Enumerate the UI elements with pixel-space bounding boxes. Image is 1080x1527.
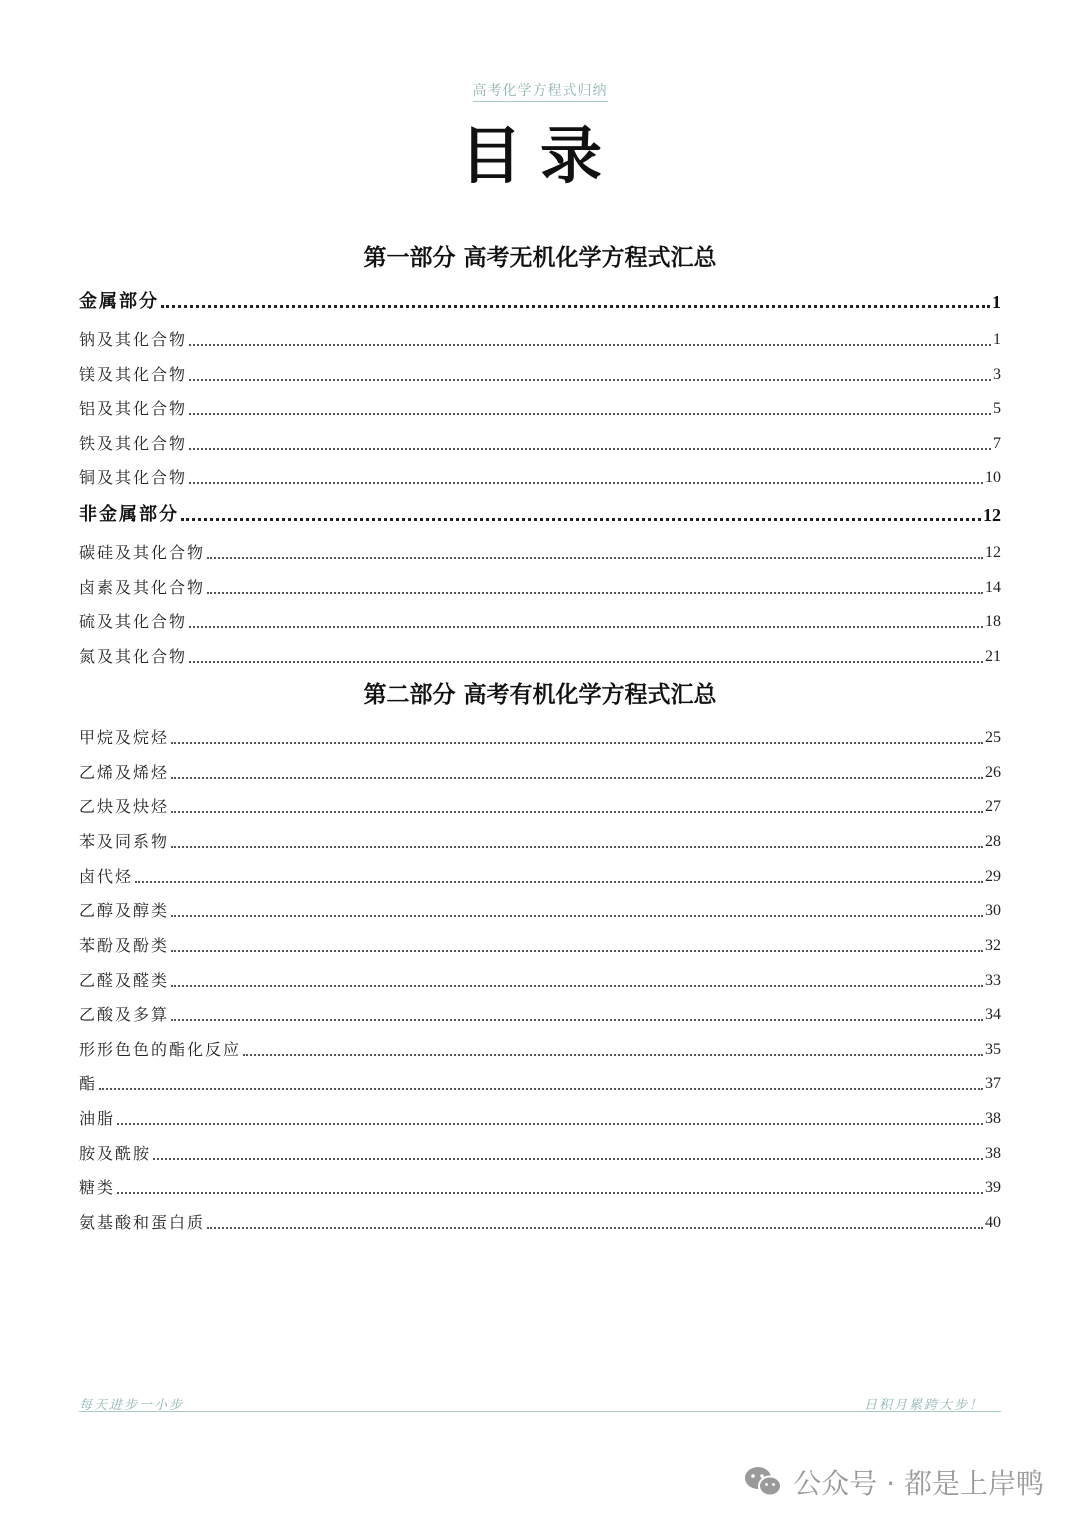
toc-entry-label: 甲烷及烷烃 bbox=[79, 728, 170, 747]
toc-entry-page: 21 bbox=[985, 648, 1001, 665]
toc-entry-page: 38 bbox=[985, 1145, 1001, 1162]
toc-leader-dots bbox=[189, 412, 991, 415]
toc-entry[interactable] bbox=[79, 827, 1001, 853]
toc-entry-label: 铁及其化合物 bbox=[79, 434, 188, 453]
part-two-title: 第二部分 高考有机化学方程式汇总 bbox=[363, 681, 717, 708]
toc-entry-label: 形形色色的酯化反应 bbox=[79, 1040, 242, 1059]
toc-entry-page: 5 bbox=[993, 400, 1001, 417]
footer-right-text: 日积月累跨大步！ bbox=[863, 1398, 984, 1413]
watermark-text: 公众号 · 都是上岸鸭 bbox=[793, 1467, 1044, 1500]
toc-leader-dots bbox=[171, 984, 983, 987]
toc-entry-label: 非金属部分 bbox=[79, 504, 179, 525]
toc-leader-dots bbox=[171, 776, 983, 779]
toc-leader-dots bbox=[189, 378, 991, 381]
toc-entry[interactable] bbox=[79, 1139, 1001, 1165]
toc-leader-dots bbox=[189, 625, 983, 628]
toc-entry-label: 乙烯及烯烃 bbox=[79, 763, 170, 782]
toc-entry-page: 38 bbox=[985, 1110, 1001, 1127]
toc-entry[interactable] bbox=[79, 896, 1001, 922]
toc-entry-page: 12 bbox=[983, 505, 1001, 525]
part-one-title: 第一部分 高考无机化学方程式汇总 bbox=[363, 244, 717, 271]
toc-leader-dots bbox=[99, 1087, 983, 1090]
toc-leader-dots bbox=[207, 591, 983, 594]
toc-entry-label: 乙酸及多算 bbox=[79, 1005, 170, 1024]
toc-leader-dots bbox=[207, 556, 983, 559]
toc-entry-label: 镁及其化合物 bbox=[79, 365, 188, 384]
toc-entry-page: 32 bbox=[985, 937, 1001, 954]
toc-entry[interactable] bbox=[79, 862, 1001, 888]
toc-entry-page: 1 bbox=[993, 331, 1001, 348]
toc-entry-page: 27 bbox=[985, 798, 1001, 815]
toc-entry-label: 油脂 bbox=[79, 1109, 116, 1128]
toc-entry[interactable] bbox=[79, 538, 1001, 564]
toc-entry-label: 苯酚及酚类 bbox=[79, 936, 170, 955]
toc-entry[interactable] bbox=[79, 573, 1001, 599]
toc-entry-page: 28 bbox=[985, 833, 1001, 850]
toc-entry-label: 卤代烃 bbox=[79, 867, 134, 886]
toc-leader-dots bbox=[181, 517, 981, 521]
toc-entry-page: 33 bbox=[985, 972, 1001, 989]
toc-leader-dots bbox=[189, 343, 991, 346]
toc-entry-page: 26 bbox=[985, 764, 1001, 781]
toc-leader-dots bbox=[243, 1053, 983, 1056]
toc-entry[interactable] bbox=[79, 642, 1001, 668]
toc-entry-page: 1 bbox=[992, 292, 1001, 312]
toc-entry-page: 25 bbox=[985, 729, 1001, 746]
toc-entry[interactable] bbox=[79, 429, 1001, 455]
toc-entry[interactable] bbox=[79, 1173, 1001, 1199]
footer-left-text: 每天进步一小步 bbox=[79, 1398, 185, 1413]
toc-entry[interactable] bbox=[79, 1208, 1001, 1234]
toc-entry-label: 金属部分 bbox=[79, 291, 159, 312]
toc-entry-page: 39 bbox=[985, 1179, 1001, 1196]
toc-leader-dots bbox=[189, 481, 983, 484]
toc-entry-page: 14 bbox=[985, 579, 1001, 596]
toc-leader-dots bbox=[153, 1157, 983, 1160]
toc-entry-label: 乙炔及炔烃 bbox=[79, 797, 170, 816]
toc-entry-page: 30 bbox=[985, 902, 1001, 919]
running-header-text: 高考化学方程式归纳 bbox=[473, 83, 608, 102]
toc-leader-dots bbox=[207, 1226, 983, 1229]
toc-entry-page: 37 bbox=[985, 1075, 1001, 1092]
toc-leader-dots bbox=[171, 914, 983, 917]
toc-entry-label: 卤素及其化合物 bbox=[79, 578, 206, 597]
running-header bbox=[0, 80, 1080, 100]
toc-entry[interactable] bbox=[79, 1035, 1001, 1061]
toc-leader-dots bbox=[135, 880, 983, 883]
toc-entry-label: 乙醇及醇类 bbox=[79, 901, 170, 920]
toc-leader-dots bbox=[171, 949, 983, 952]
toc-entry-label: 胺及酰胺 bbox=[79, 1144, 152, 1163]
toc-entry-label: 苯及同系物 bbox=[79, 832, 170, 851]
toc-entry-page: 35 bbox=[985, 1041, 1001, 1058]
toc-entry-page: 34 bbox=[985, 1006, 1001, 1023]
toc-entry[interactable] bbox=[79, 1000, 1001, 1026]
toc-entry-page: 12 bbox=[985, 544, 1001, 561]
toc-entry-page: 10 bbox=[985, 469, 1001, 486]
toc-leader-dots bbox=[171, 1018, 983, 1021]
wechat-icon bbox=[743, 1465, 783, 1499]
toc-entry-label: 氨基酸和蛋白质 bbox=[79, 1213, 206, 1232]
toc-entry[interactable] bbox=[79, 758, 1001, 784]
toc-leader-dots bbox=[189, 660, 983, 663]
toc-entry-label: 碳硅及其化合物 bbox=[79, 543, 206, 562]
toc-entry[interactable] bbox=[79, 931, 1001, 957]
toc-entry[interactable] bbox=[79, 723, 1001, 749]
toc-entry-label: 酯 bbox=[79, 1074, 98, 1093]
toc-entry[interactable] bbox=[79, 792, 1001, 818]
toc-leader-dots bbox=[171, 845, 983, 848]
toc-entry[interactable] bbox=[79, 394, 1001, 420]
toc-entry-label: 氮及其化合物 bbox=[79, 647, 188, 666]
toc-entry-label: 乙醛及醛类 bbox=[79, 971, 170, 990]
toc-leader-dots bbox=[117, 1122, 983, 1125]
toc-entry[interactable] bbox=[79, 360, 1001, 386]
toc-entry[interactable] bbox=[79, 607, 1001, 633]
toc-entry-label: 糖类 bbox=[79, 1178, 116, 1197]
toc-entry-label: 硫及其化合物 bbox=[79, 612, 188, 631]
toc-leader-dots bbox=[189, 447, 991, 450]
toc-leader-dots bbox=[171, 741, 983, 744]
toc-entry-page: 7 bbox=[993, 435, 1001, 452]
toc-entry-label: 铜及其化合物 bbox=[79, 468, 188, 487]
toc-entry[interactable] bbox=[79, 463, 1001, 489]
toc-entry[interactable] bbox=[79, 1104, 1001, 1130]
toc-entry[interactable] bbox=[79, 287, 1001, 313]
toc-entry[interactable] bbox=[79, 1069, 1001, 1095]
toc-entry-label: 铝及其化合物 bbox=[79, 399, 188, 418]
toc-entry[interactable] bbox=[79, 325, 1001, 351]
toc-leader-dots bbox=[161, 304, 990, 308]
toc-leader-dots bbox=[171, 810, 983, 813]
toc-entry-page: 3 bbox=[993, 366, 1001, 383]
footer-divider bbox=[79, 1411, 1001, 1412]
toc-entry-label: 钠及其化合物 bbox=[79, 330, 188, 349]
toc-entry[interactable] bbox=[79, 966, 1001, 992]
toc-entry-page: 18 bbox=[985, 613, 1001, 630]
toc-leader-dots bbox=[117, 1191, 983, 1194]
watermark bbox=[743, 1462, 1044, 1502]
toc-heading: 目录 bbox=[459, 119, 620, 192]
toc-entry-page: 29 bbox=[985, 868, 1001, 885]
toc-entry-page: 40 bbox=[985, 1214, 1001, 1231]
toc-entry[interactable] bbox=[79, 500, 1001, 526]
